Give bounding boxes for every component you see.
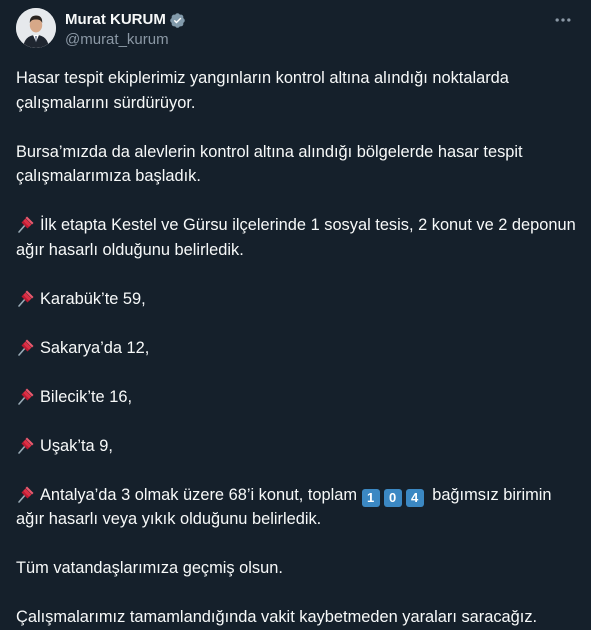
author-display-name[interactable]: Murat KURUM <box>65 11 166 28</box>
paragraph-10: Çalışmalarımız tamamlandığında vakit kaybetmeden yaraları saracağız. <box>16 608 538 626</box>
pushpin-icon <box>16 435 36 455</box>
author-handle[interactable]: @murat_kurum <box>65 31 169 48</box>
paragraph-8-text-after: bağımsız birimin ağır hasarlı veya yıkık olduğunu belirledik. <box>16 485 552 528</box>
paragraph-2: Bursa’mızda da alevlerin kontrol altına alındığı bölgelerde hasar tespit çalışmalarımıza başladık. <box>16 142 523 185</box>
pushpin-icon <box>16 386 36 406</box>
paragraph-7-text: Uşak’ta 9, <box>40 436 113 455</box>
paragraph-4 <box>16 287 576 312</box>
paragraph-1: Hasar tespit ekiplerimiz yangınların kontrol altına alındığı noktalarda çalışmalarını sürdürüyor. <box>16 69 509 112</box>
paragraph-5-text: Sakarya’da 12, <box>40 338 150 357</box>
pushpin-icon <box>16 337 36 357</box>
tweet-text <box>16 66 576 630</box>
tweet-header <box>16 0 575 60</box>
paragraph-4-text: Karabük’te 59, <box>40 289 146 308</box>
avatar[interactable] <box>16 8 56 48</box>
more-icon[interactable] <box>551 10 575 30</box>
paragraph-7 <box>16 434 576 459</box>
verified-badge-icon <box>169 12 186 29</box>
keycap-digit-4: 4 <box>406 489 424 507</box>
keycap-digit-1: 1 <box>362 489 380 507</box>
paragraph-8 <box>16 483 576 532</box>
pushpin-icon <box>16 288 36 308</box>
paragraph-5 <box>16 336 576 361</box>
paragraph-9: Tüm vatandaşlarımıza geçmiş olsun. <box>16 559 283 577</box>
paragraph-3-text: İlk etapta Kestel ve Gürsu ilçelerinde 1 sosyal tesis, 2 konut ve 2 deponun ağır hasarlı olduğunu belirledik. <box>16 216 576 259</box>
paragraph-8-text-before: Antalya’da 3 olmak üzere 68’i konut, toplam <box>40 485 358 504</box>
paragraph-6-text: Bilecik’te 16, <box>40 387 133 406</box>
pushpin-icon <box>16 484 36 504</box>
author-names <box>65 10 186 50</box>
paragraph-3 <box>16 213 576 262</box>
pushpin-icon <box>16 214 36 234</box>
paragraph-6 <box>16 385 576 410</box>
keycap-digit-0: 0 <box>384 489 402 507</box>
